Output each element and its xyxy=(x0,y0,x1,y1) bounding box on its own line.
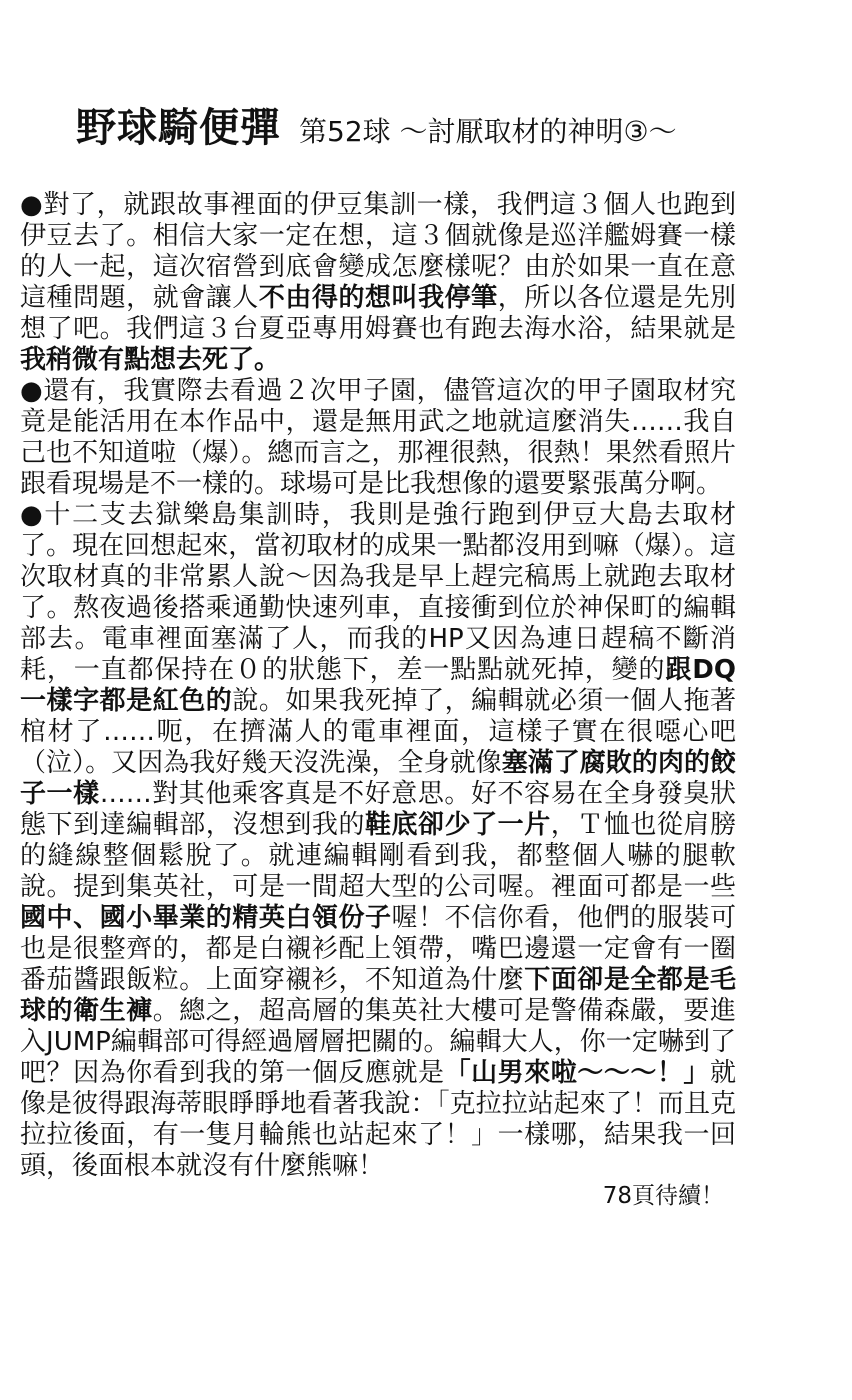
body-text: ●十二支去獄樂島集訓時，我則是強行跑到伊豆大島去取材了。現在回想起來，當初取材的成果一點都沒用到嘛（爆）。這次取材真的非常累人說～因為我是早上趕完稿馬上就跑去取材了。熬夜過後搭乘通勤快速列車，直接衝到位於神保町的編輯部去。電車裡面塞滿了人，而我的HP又因為連日趕稿不斷消耗，一直都保持在０的狀態下，差一點點就死掉，變的 xyxy=(20,500,736,685)
body-text: ●還有，我實際去看過２次甲子園，儘管這次的甲子園取材究竟是能活用在本作品中，還是無用武之地就這麼消失……我自己也不知道啦（爆）。總而言之，那裡很熱，很熱！果然看照片跟看現場是不一樣的。球場可是比我想像的還要緊張萬分啊。 xyxy=(20,376,736,499)
emphasis-text: 下面卻是全都是毛球的衛生褲 xyxy=(20,965,736,1026)
emphasis-text: 不由得的想叫我停筆 xyxy=(258,283,498,313)
body-text: 。總之，超高層的集英社大樓可是警備森嚴，要進入JUMP編輯部可得經過層層把關的。編輯大人，你一定嚇到了吧？因為你看到我的第一個反應就是 xyxy=(20,996,736,1088)
emphasis-text: 我稍微有點想去死了。 xyxy=(20,345,281,375)
emphasis-text: 跟DQ一樣字都是紅色的 xyxy=(20,655,736,716)
article-body xyxy=(20,190,736,1182)
body-text: ，所以各位還是先別想了吧。我們這３台夏亞專用姆賽也有跑去海水浴，結果就是 xyxy=(20,283,736,344)
body-text: 就像是彼得跟海蒂眼睜睜地看著我說：「克拉拉站起來了！而且克拉拉後面，有一隻月輪熊也站起來了！」一樣哪，結果我一回頭，後面根本就沒有什麼熊嘛！ xyxy=(20,1058,736,1181)
continued-note: 78頁待續！ xyxy=(602,1183,724,1209)
chapter-title: 第52球 ～討厭取材的神明③～ xyxy=(299,115,677,148)
paragraph xyxy=(20,376,736,500)
emphasis-text: 「山男來啦～～～！」 xyxy=(444,1058,710,1088)
body-text: ●對了，就跟故事裡面的伊豆集訓一樣，我們這３個人也跑到伊豆去了。相信大家一定在想，這３個就像是巡洋艦姆賽一樣的人一起，這次宿營到底會變成怎麼樣呢？由於如果一直在意這種問題，就會讓人 xyxy=(20,190,736,313)
body-text: ……對其他乘客真是不好意思。好不容易在全身發臭狀態下到達編輯部，沒想到我的 xyxy=(20,779,736,840)
emphasis-text: 塞滿了腐敗的肉的餃子一樣 xyxy=(20,748,736,809)
emphasis-text: 鞋底卻少了一片 xyxy=(364,810,551,840)
paragraph xyxy=(20,190,736,376)
body-text: ，Ｔ恤也從肩膀的縫線整個鬆脫了。就連編輯剛看到我，都整個人嚇的腿軟說。提到集英社，可是一間超大型的公司喔。裡面可都是一些 xyxy=(20,810,736,902)
title-row xyxy=(76,96,677,153)
body-text: 說。如果我死掉了，編輯就必須一個人拖著棺材了……呃，在擠滿人的電車裡面，這樣子實在很噁心吧（泣）。又因為我好幾天沒洗澡，全身就像 xyxy=(20,686,736,778)
paragraph xyxy=(20,500,736,1182)
emphasis-text: 國中、國小畢業的精英白領份子 xyxy=(20,903,392,933)
body-text: 喔！不信你看，他們的服裝可也是很整齊的，都是白襯衫配上領帶，嘴巴邊還一定會有一圈番茄醬跟飯粒。上面穿襯衫，不知道為什麼 xyxy=(20,903,736,995)
series-title: 野球騎便彈 xyxy=(76,104,281,151)
